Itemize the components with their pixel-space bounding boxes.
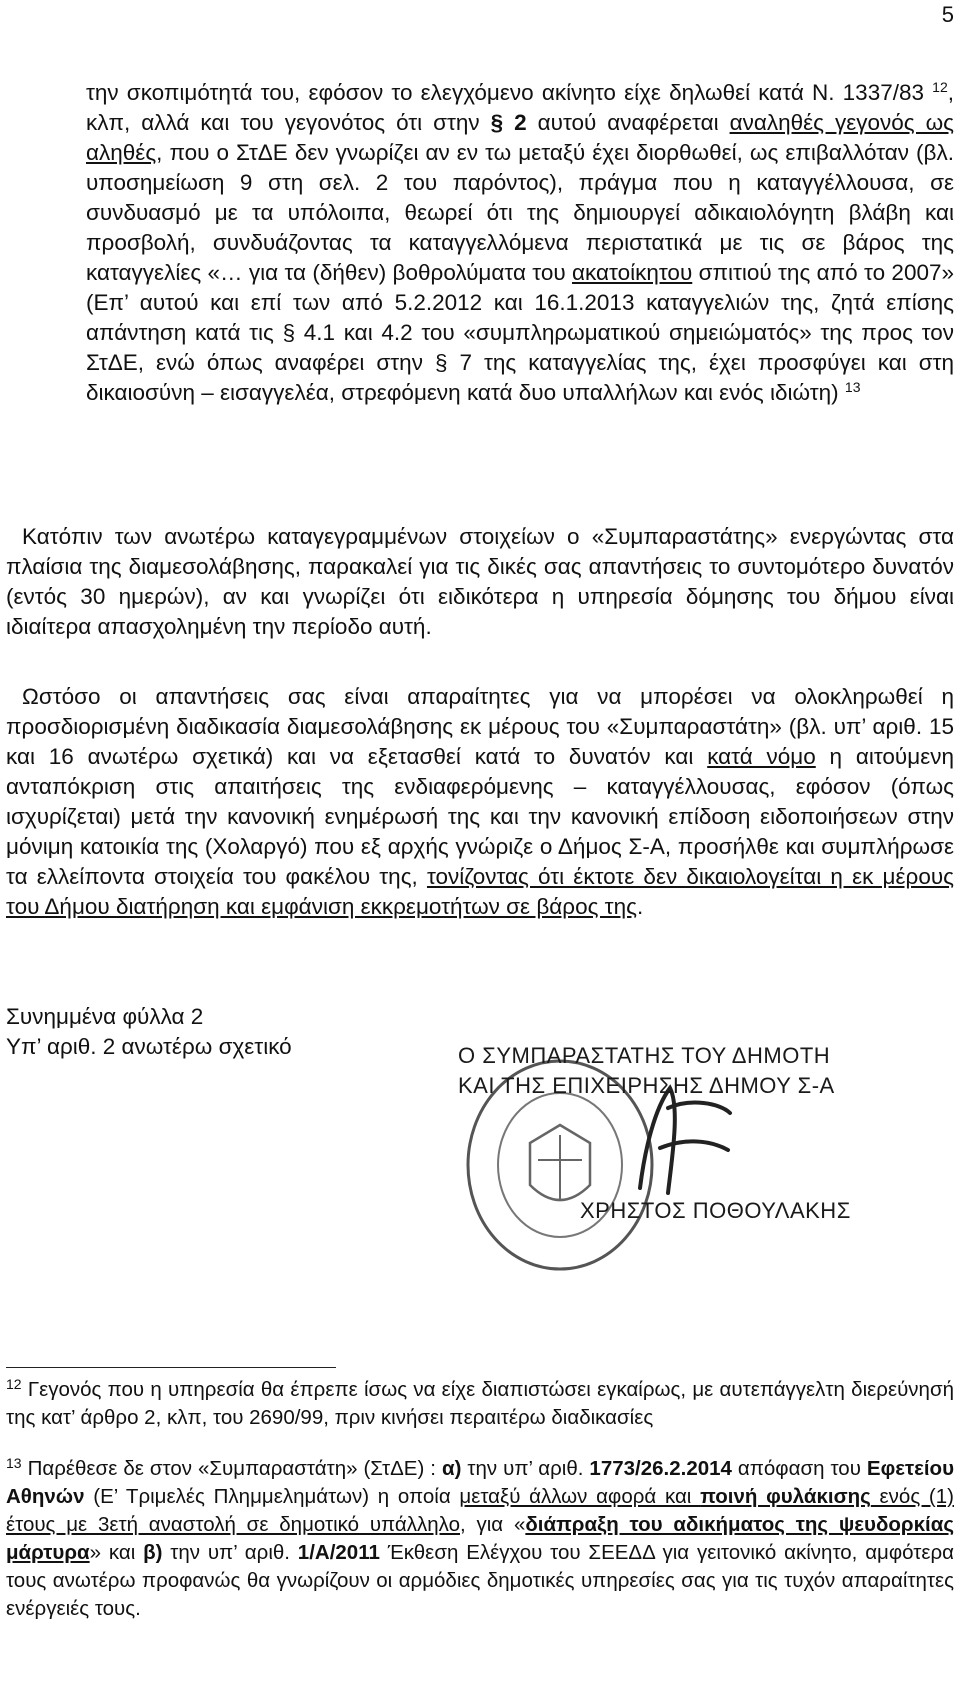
- footnote-number: 12: [6, 1376, 22, 1392]
- page-number: 5: [941, 2, 954, 27]
- text: την υπ’ αριθ.: [461, 1457, 590, 1480]
- bold-text: α): [441, 1457, 462, 1480]
- signatory-title-line2: ΚΑΙ ΤΗΣ ΕΠΙΧΕΙΡΗΣΗΣ ΔΗΜΟΥ Σ-Α: [458, 1073, 835, 1098]
- bold-underlined-text: ποινή φυλάκισης: [700, 1485, 871, 1508]
- signatory-title-line1: Ο ΣΥΜΠΑΡΑΣΤΑΤΗΣ ΤΟΥ ΔΗΜΟΤΗ: [458, 1043, 831, 1068]
- underlined-text: κατά νόμο: [707, 744, 816, 769]
- text: , κλπ, αλλά και του γεγονότος ότι στην: [86, 80, 954, 135]
- text: .: [636, 894, 644, 919]
- enclosure-line: Συνημμένα φύλλα 2: [6, 1004, 204, 1029]
- bold-text: 1773/26.2.2014: [589, 1457, 732, 1480]
- signatory-name: ΧΡΗΣΤΟΣ ΠΟΘΟΥΛΑΚΗΣ: [580, 1198, 851, 1223]
- section-ref: § 2: [490, 110, 527, 135]
- footnote-number: 13: [6, 1455, 22, 1471]
- bold-text: Εφετείου Αθηνών: [6, 1457, 955, 1508]
- underlined-text: ενός (1) έτους με 3ετή αναστολή σε δημοτικό υπάλληλο: [6, 1485, 954, 1536]
- text: σπιτιού της από το 2007» (Επ’ αυτού και επί των από 5.2.2012 και 16.1.2013 καταγγελιών της, ζητά επίσης απάντηση κατά τις: [86, 260, 954, 345]
- bold-text: β): [143, 1541, 163, 1564]
- underlined-text: μεταξύ άλλων αφορά και: [459, 1485, 701, 1508]
- footnote-13: [6, 1455, 954, 1623]
- paragraph-however: [6, 682, 954, 922]
- text: Έκθεση Ελέγχου του ΣΕΕΔΔ για γειτονικό ακίνητο, αμφότερα τους ανωτέρω προφανώς θα γνωρίζουν οι αρμόδιες δημοτικές υπηρεσίες σας για τις τυχόν απαραίτητες ενέργειές τους.: [6, 1541, 955, 1620]
- section-ref: § 4.1 και 4.2: [282, 320, 413, 345]
- text: της καταγγελίας της, έχει προσφύγει και στη δικαιοσύνη – εισαγγελέα, στρεφόμενη κατά δυο υπαλλήλων και ενός ιδιώτη): [86, 350, 955, 405]
- quoted-paragraph: [86, 78, 954, 408]
- text: (Ε’ Τριμελές Πλημμελημάτων) η οποία: [84, 1485, 460, 1508]
- text: » και: [89, 1541, 144, 1564]
- text: την υπ’ αριθ.: [162, 1541, 298, 1564]
- text: την σκοπιμότητά του, εφόσον το ελεγχόμενο ακίνητο είχε δηλωθεί κατά Ν. 1337/83: [86, 80, 933, 105]
- signature-block: [458, 1043, 960, 1360]
- text: Παρέθεσε δε στον «Συμπαραστάτη» (ΣτΔΕ) :: [21, 1457, 442, 1480]
- text: αυτού αναφέρεται: [526, 110, 730, 135]
- footnote-ref-13[interactable]: 13: [844, 379, 861, 395]
- underlined-text: ακατοίκητου: [572, 260, 693, 285]
- footnote-text: Γεγονός που η υπηρεσία θα έπρεπε ίσως να είχε διαπιστώσει εγκαίρως, με αυτεπάγγελτη διερεύνησή της κατ’ άρθρο 2, κλπ, του 2690/99, πριν κινήσει περαιτέρω διαδικασίες: [6, 1378, 954, 1429]
- enclosure-line: Υπ’ αριθ. 2 ανωτέρω σχετικό: [6, 1034, 292, 1059]
- text: απόφαση του: [731, 1457, 867, 1480]
- footnote-ref-12[interactable]: 12: [932, 79, 948, 95]
- text: Ωστόσο οι απαντήσεις σας είναι απαραίτητες για να μπορέσει να ολοκληρωθεί η προσδιορισμένη διαδικασία διαμεσολάβησης εκ μέρους του «Συμπαραστάτη» (βλ. υπ’ αριθ. 15 και 16 ανωτέρω σχετικά) και να εξετασθεί κατά το δυνατόν και: [6, 684, 954, 769]
- footnote-divider: [6, 1367, 336, 1368]
- text: του «συμπληρωματικού σημειώματός» της προς τον ΣτΔΕ, ενώ όπως αναφέρει στην: [86, 320, 954, 375]
- paragraph-request: Κατόπιν των ανωτέρω καταγεγραμμένων στοιχείων ο «Συμπαραστάτης» ενεργώντας στα πλαίσια της διαμεσολάβησης, παρακαλεί για τις δικές σας απαντήσεις το συντομότερο δυνατόν (εντός 30 ημερών), αν και γνωρίζει ότι ειδικότερα η υπηρεσία δόμησης του δήμου είναι ιδιαίτερα απασχολημένη την περίοδο αυτή.: [6, 524, 954, 639]
- section-ref: § 7: [434, 350, 472, 375]
- footnote-12: [6, 1376, 954, 1432]
- underlined-text: τονίζοντας ότι έκτοτε δεν δικαιολογείται η εκ μέρους του Δήμου διατήρηση και εμφάνιση εκκρεμοτήτων σε βάρος της: [6, 864, 954, 919]
- enclosures: [6, 1002, 292, 1062]
- text: , που ο ΣτΔΕ δεν γνωρίζει αν εν τω μεταξύ έχει διορθωθεί, ως επιβαλλόταν (βλ. υποσημείωση 9 στη σελ. 2 του παρόντος), πράγμα που η καταγγέλλουσα, σε συνδυασμό με τα υπόλοιπα, θεωρεί ότι της δημιουργεί αδικαιολόγητη βλάβη και προσβολή, συνδυάζοντας τα καταγγελλόμενα περιστατικά με τις σε βάρος της καταγγελίες «… για τα (δήθεν) βοθρολύματα του: [86, 140, 954, 285]
- bold-text: 1/Α/2011: [297, 1541, 380, 1564]
- bold-underlined-text: διάπραξη του αδικήματος της ψευδορκίας μάρτυρα: [6, 1513, 954, 1564]
- underlined-text: αναληθές γεγονός ως αληθές: [86, 110, 954, 165]
- text: , για «: [460, 1513, 526, 1536]
- text: η αιτούμενη ανταπόκριση στις απαιτήσεις της ενδιαφερόμενης – καταγγέλλουσας, εφόσον (όπως ισχυρίζεται) μετά την κανονική ενημέρωσή της και την κανονική επίδοση ειδοποιήσεων στην μόνιμη κατοικία της (Χολαργό) που εξ αρχής γνώριζε ο Δήμος Σ-Α, προσήλθε και συμπλήρωσε τα ελλείποντα στοιχεία του φακέλου της,: [6, 744, 954, 889]
